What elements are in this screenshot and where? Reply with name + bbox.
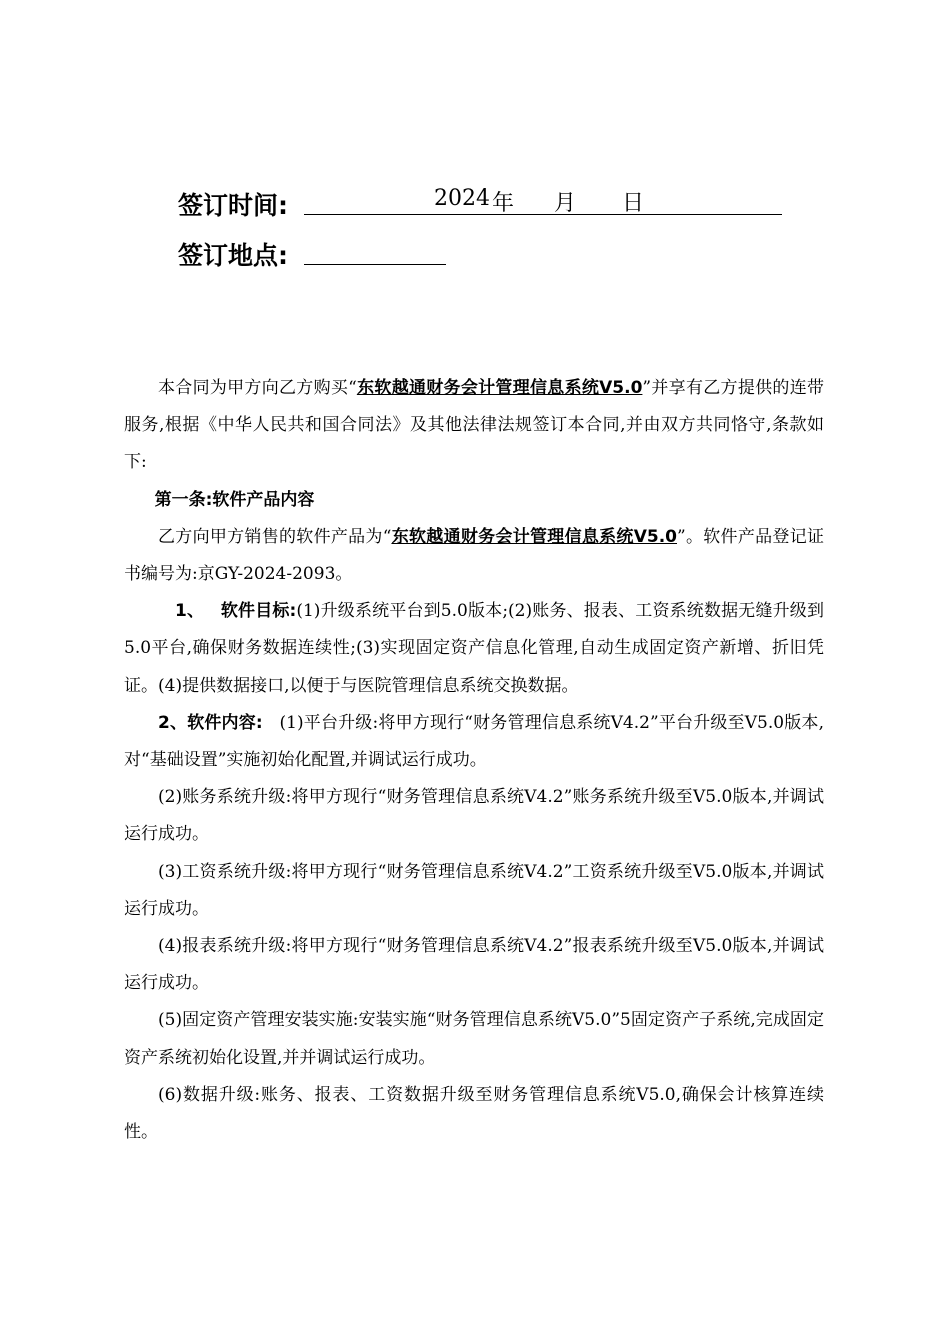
- software-content-paragraph: 2、软件内容: (1)平台升级:将甲方现行“财务管理信息系统V4.2”平台升级至V5.0版本,对“基础设置”实施初始化配置,并调试运行成功。: [124, 712, 825, 771]
- product-name: 东软越通财务会计管理信息系统V5.0: [356, 378, 643, 398]
- signing-time-label: 签订时间:: [178, 191, 288, 220]
- signing-day-unit: 日: [622, 191, 645, 216]
- content-item: (2)账务系统升级:将甲方现行“财务管理信息系统V4.2”账务系统升级至V5.0版本,并调试运行成功。: [124, 787, 824, 845]
- signing-time-row: [178, 186, 645, 222]
- software-content-label: 2、软件内容:: [158, 712, 263, 733]
- contract-body: [124, 370, 824, 1151]
- product-name-2: 东软越通财务会计管理信息系统V5.0: [391, 526, 677, 547]
- signing-place-row: [178, 236, 288, 272]
- software-goal-paragraph: 1、 软件目标:(1)升级系统平台到5.0版本;(2)账务、报表、工资系统数据无缝升级到5.0平台,确保财务数据连续性;(3)实现固定资产信息化管理,自动生成固定资产新增、折旧凭证。(4)提供数据接口,以便于与医院管理信息系统交换数据。: [124, 601, 824, 696]
- content-item: (4)报表系统升级:将甲方现行“财务管理信息系统V4.2”报表系统升级至V5.0版本,并调试运行成功。: [124, 936, 824, 994]
- signing-place-label: 签订地点:: [178, 241, 288, 270]
- article1-heading: 第一条:软件产品内容: [154, 489, 315, 510]
- signing-place-blank: [304, 236, 446, 265]
- signing-year: 2024: [434, 186, 490, 211]
- content-item: (5)固定资产管理安装实施:安装实施“财务管理信息系统V5.0”5固定资产子系统,完成固定资产系统初始化设置,并并调试运行成功。: [124, 1010, 824, 1068]
- content-item: (6)数据升级:账务、报表、工资数据升级至财务管理信息系统V5.0,确保会计核算连续性。: [124, 1084, 824, 1143]
- software-goal-label: 软件目标:: [220, 601, 297, 622]
- content-item: (3)工资系统升级:将甲方现行“财务管理信息系统V4.2”工资系统升级至V5.0版本,并调试运行成功。: [124, 861, 824, 919]
- signing-month-unit: 月: [554, 191, 577, 216]
- signing-time-blank: [304, 186, 782, 215]
- article1-product-paragraph: 乙方向甲方销售的软件产品为“东软越通财务会计管理信息系统V5.0”。软件产品登记证书编号为:京GY-2024-2093。: [124, 526, 824, 585]
- signing-year-unit: 年: [492, 191, 515, 216]
- intro-paragraph: 本合同为甲方向乙方购买“东软越通财务会计管理信息系统V5.0”并享有乙方提供的连带服务,根据《中华人民共和国合同法》及其他法律法规签订本合同,并由双方共同恪守,条款如下:: [124, 378, 824, 473]
